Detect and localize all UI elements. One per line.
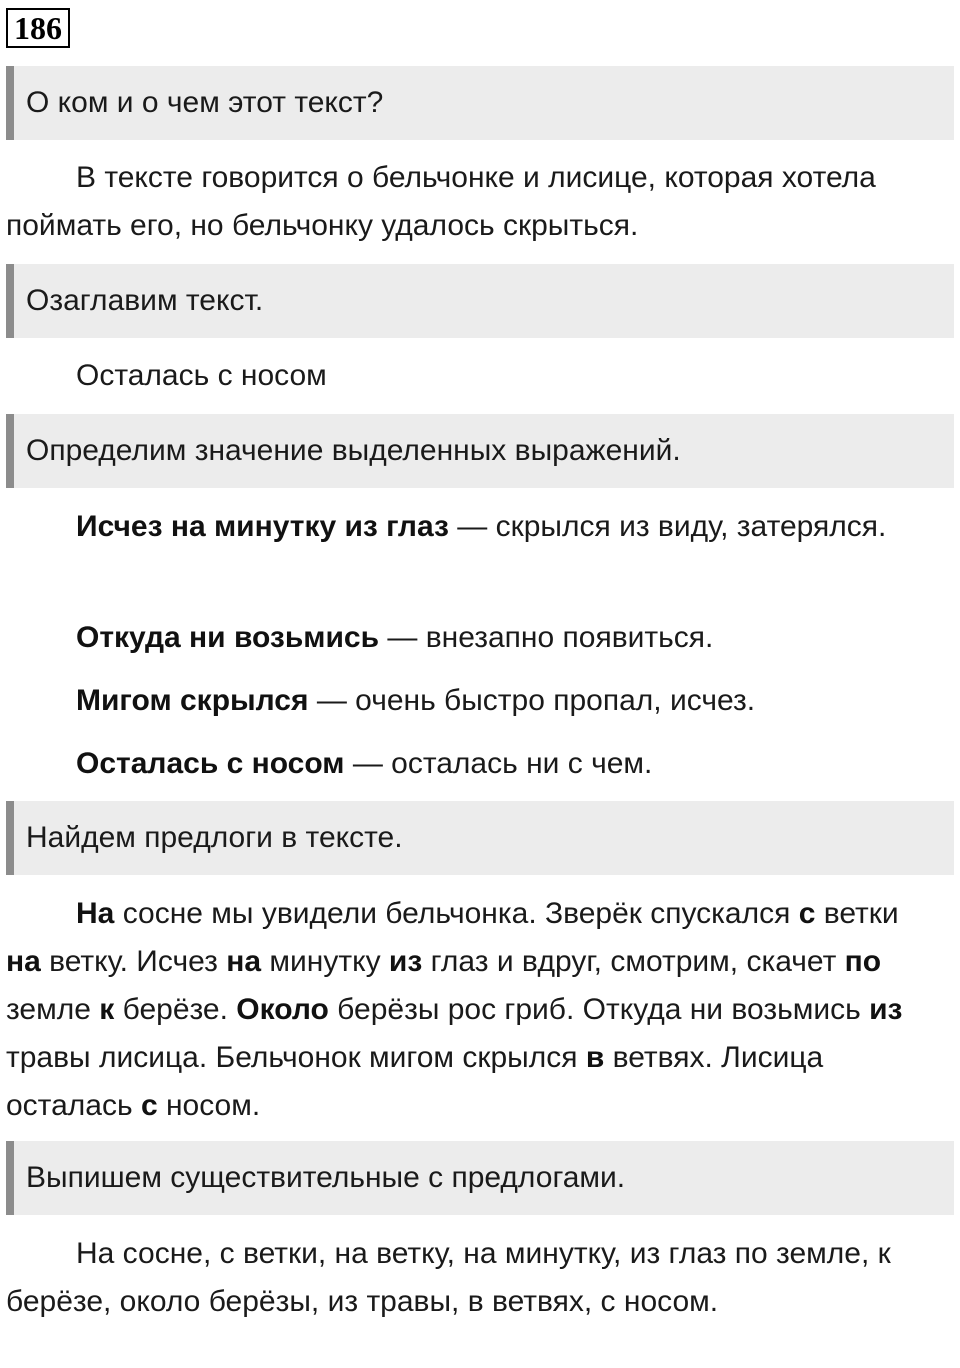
preposition-highlight: в: [585, 1041, 605, 1074]
answer-paragraph-1: В тексте говорится о бельчонке и лисице, которая хотела поймать его, но бельчонку удалось скрыться.: [6, 161, 876, 242]
question-text: Найдем предлоги в тексте.: [26, 821, 403, 854]
definition-meaning: — внезапно появиться.: [379, 621, 714, 654]
definition-meaning: — очень быстро пропал, исчез.: [308, 684, 756, 717]
question-bar-3: [6, 414, 954, 488]
preposition-highlight: с: [140, 1089, 158, 1122]
preposition-highlight: с: [798, 897, 816, 930]
definition-3: [6, 677, 906, 725]
definition-2: [6, 614, 906, 662]
definition-meaning: — осталась ни с чем.: [344, 747, 653, 780]
question-text: Озаглавим текст.: [26, 284, 264, 317]
question-bar-4: [6, 801, 954, 875]
preposition-highlight: на: [6, 945, 41, 978]
answer-title: Осталась с носом: [76, 359, 327, 392]
passage-text: берёзы рос гриб. Откуда ни возьмись: [328, 993, 870, 1026]
question-text: Выпишем существительные с предлогами.: [26, 1161, 626, 1194]
question-text: О ком и о чем этот текст?: [26, 86, 384, 119]
preposition-highlight: из: [388, 945, 423, 978]
passage-text: глаз и вдруг, смотрим, скачет: [422, 945, 845, 978]
preposition-highlight: из: [869, 993, 903, 1026]
passage-text: берёзе.: [114, 993, 237, 1026]
passage-with-prepositions: [6, 890, 906, 1130]
preposition-highlight: На: [76, 897, 115, 930]
question-bar-2: [6, 264, 954, 338]
answer-paragraph-5: На сосне, с ветки, на ветку, на минутку, из глаз по земле, к берёзе, около берёзы, из травы, в ветвях, с носом.: [6, 1237, 891, 1318]
passage-text: носом.: [157, 1089, 261, 1122]
definition-term: Мигом скрылся: [76, 684, 309, 717]
passage-text: сосне мы увидели бельчонка. Зверёк спускался: [114, 897, 799, 930]
passage-text: земле: [6, 993, 100, 1026]
preposition-highlight: на: [226, 945, 262, 978]
definition-meaning: — скрылся из виду, затерялся.: [448, 510, 887, 543]
definition-term: Исчез на минутку из глаз: [76, 510, 449, 543]
definition-term: Осталась с носом: [76, 747, 345, 780]
preposition-highlight: Около: [236, 993, 329, 1026]
definition-term: Откуда ни возьмись: [76, 621, 380, 654]
task-number: 186: [6, 8, 70, 48]
definition-1: [6, 503, 906, 551]
question-bar-5: [6, 1141, 954, 1215]
definition-4: [6, 740, 906, 788]
passage-text: травы лисица. Бельчонок мигом скрылся: [6, 1041, 586, 1074]
question-bar-1: [6, 66, 954, 140]
passage-text: ветку. Исчез: [40, 945, 227, 978]
passage-text: минутку: [261, 945, 389, 978]
passage-text: ветки: [815, 897, 899, 930]
preposition-highlight: к: [99, 993, 115, 1026]
passage-text: ветвях. Лисица осталась: [6, 1041, 824, 1122]
question-text: Определим значение выделенных выражений.: [26, 434, 681, 467]
preposition-highlight: по: [844, 945, 882, 978]
